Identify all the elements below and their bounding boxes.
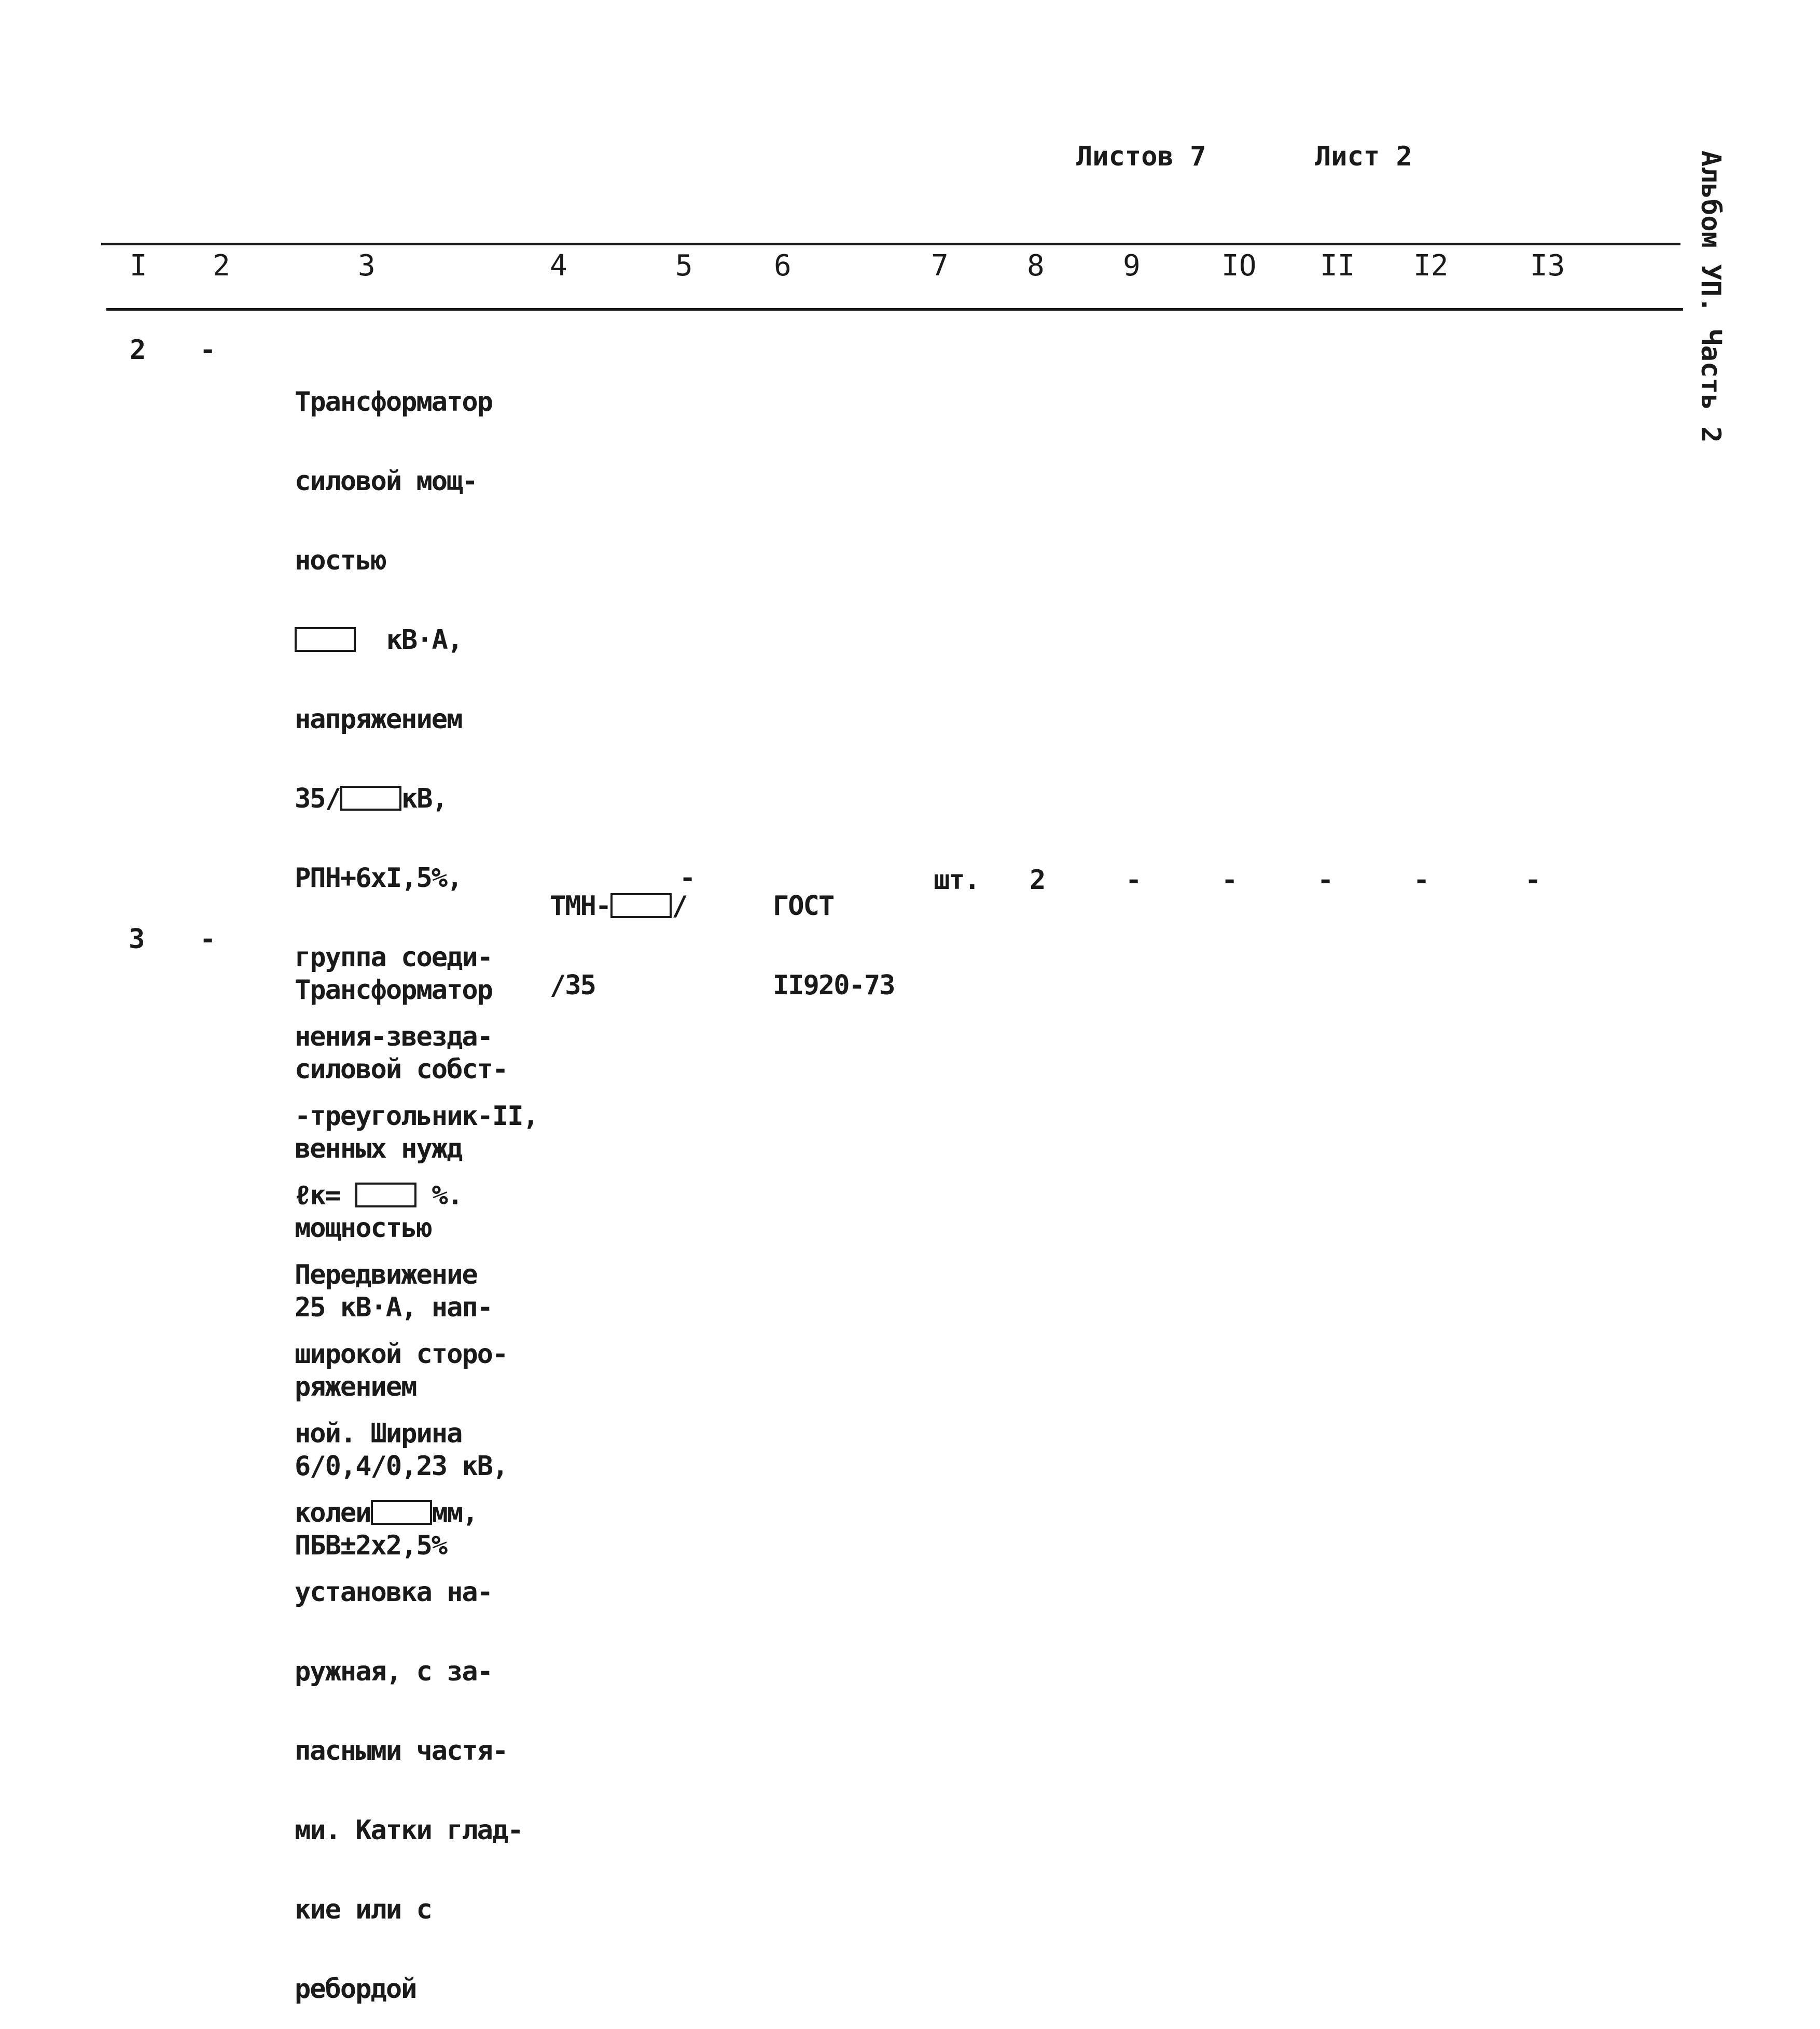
- unit: шт.: [934, 865, 979, 896]
- col-header-4: 4: [550, 249, 567, 283]
- sheet-current: Лист 2: [1315, 141, 1412, 172]
- album-side-label: Альбом УП. Часть 2: [1695, 150, 1726, 443]
- row-number: 2: [130, 335, 145, 366]
- col13-value: -: [1525, 865, 1540, 896]
- col11-value: -: [1317, 865, 1333, 896]
- row-col2: -: [200, 924, 215, 955]
- col-header-11: II: [1320, 249, 1355, 283]
- row-col5: -: [679, 863, 695, 894]
- row-description: Трансформатор силовой мощ- ностью кВ·А, напряжением 35/ кВ, РПН+6хI,5%, группа соеди- нения-звезда- -треугольник-II, ℓк= %. Передвижение широкой сторо- ной. Ширина колеи мм, установка на- ружная, с за- пасными частя- ми. Катки глад- кие или с ребордой: [295, 386, 538, 2005]
- voltage-input-box: [340, 786, 401, 811]
- col10-value: -: [1221, 865, 1237, 896]
- col-header-10: IO: [1221, 249, 1257, 283]
- quantity: 2: [1030, 865, 1045, 896]
- table-header-rule: [106, 308, 1683, 311]
- power-input-box: [295, 627, 356, 652]
- table-top-rule: [101, 243, 1680, 245]
- standard-ref: ГОСТ II920-73: [773, 891, 895, 1001]
- col-header-9: 9: [1123, 249, 1141, 283]
- col-header-2: 2: [213, 249, 230, 283]
- type-designation: ТМН- / /35: [550, 891, 687, 1001]
- row-number: 3: [129, 924, 144, 955]
- col-header-13: I3: [1530, 249, 1565, 283]
- col-header-5: 5: [675, 249, 693, 283]
- row-description: Трансформатор силовой собст- венных нужд мощностью 25 кВ·А, нап- ряжением 6/0,4/0,23 кВ, ПБВ±2х2,5%: [295, 975, 508, 1561]
- col-header-1: I: [130, 249, 147, 283]
- col-header-6: 6: [774, 249, 791, 283]
- col12-value: -: [1413, 865, 1429, 896]
- col-header-8: 8: [1027, 249, 1045, 283]
- row-col2: -: [200, 335, 215, 366]
- sheets-total: Листов 7: [1076, 141, 1206, 172]
- type-input-box: [610, 893, 672, 918]
- col-header-12: I2: [1413, 249, 1449, 283]
- col-header-3: 3: [358, 249, 376, 283]
- col-header-7: 7: [931, 249, 949, 283]
- col9-value: -: [1126, 865, 1141, 896]
